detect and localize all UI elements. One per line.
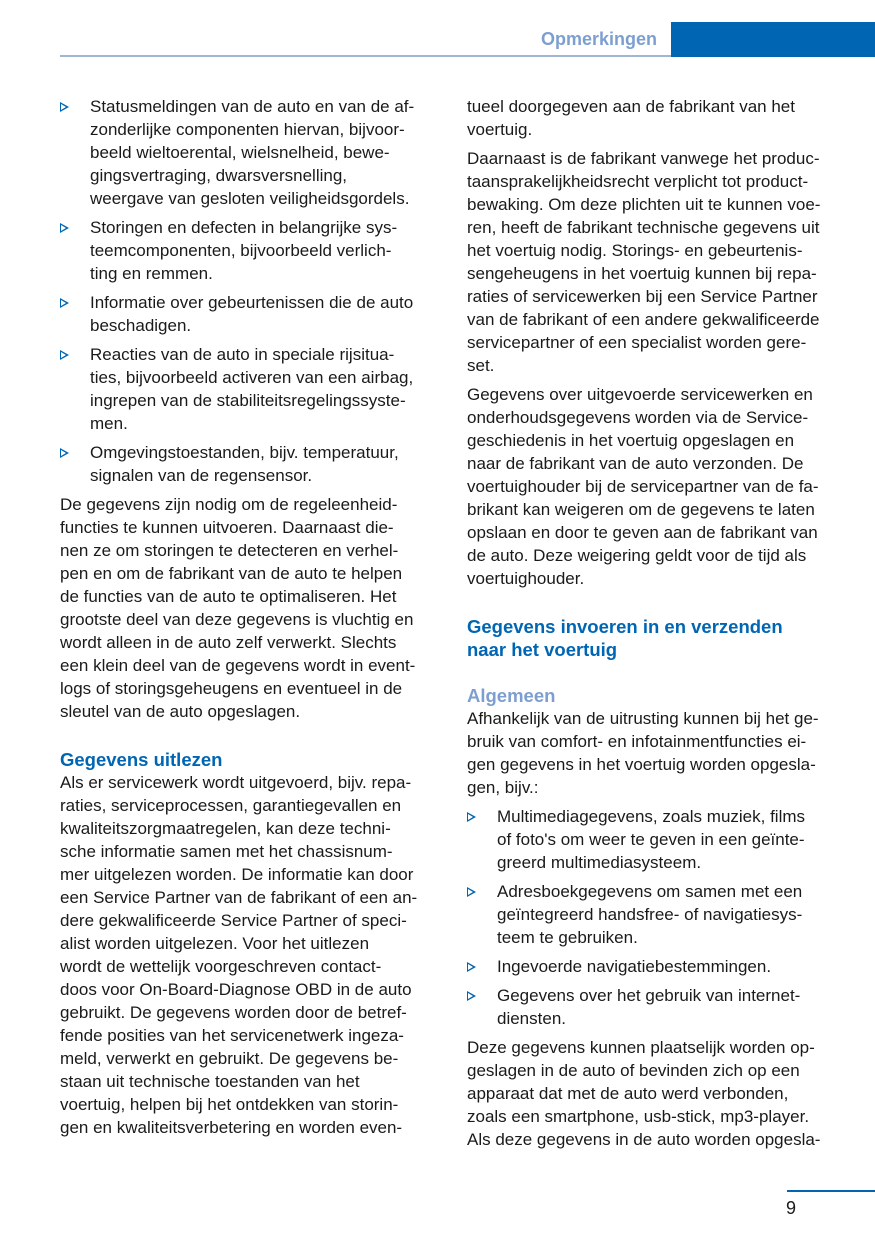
list-item	[60, 291, 440, 337]
bullet-triangle-icon	[60, 102, 69, 112]
header-color-block	[671, 22, 875, 57]
section-heading: Gegevens uitlezen	[60, 749, 223, 770]
list-item-text: Ingevoerde navigatiebestemmingen.	[497, 957, 772, 976]
bullet-triangle-icon	[467, 887, 476, 897]
left-column	[60, 95, 440, 1145]
paragraph: tueel doorgegeven aan de fabrikant van het voertuig.	[467, 97, 795, 139]
paragraph: Als er servicewerk wordt uitgevoerd, bijv. repa- raties, serviceprocessen, garantiegevallen en kwaliteitszorgmaatregelen, kan deze techni- sche informatie samen met het chassisnum- mer uitgelezen worden. De informatie kan door een Service Partner van de fabrikant of een an- dere gekwalificeerde Service Partner of speci- alist worden uitgelezen. Voor het uitlezen wordt de wettelijk voorgeschreven contact- doos voor On-Board-Diagnose OBD in de auto gebruikt. De gegevens worden door de betref- fende posities van het servicenetwerk ingeza- meld, verwerkt en gebruikt. De gegevens be- staan uit technische toestanden van het voertuig, helpen bij het ontdekken van storin- gen en kwaliteitsverbetering en worden even-	[60, 773, 418, 1137]
list-item-text: Informatie over gebeurtenissen die de auto beschadigen.	[90, 293, 414, 335]
paragraph: Deze gegevens kunnen plaatselijk worden op- geslagen in de auto of bevinden zich op een apparaat dat met de auto werd verbonden, zoals een smartphone, usb-stick, mp3-player. Als deze gegevens in de auto worden opgesla-	[467, 1038, 821, 1149]
bullet-triangle-icon	[60, 223, 69, 233]
subsection-heading: Algemeen	[467, 685, 556, 706]
footer-rule	[787, 1190, 875, 1192]
list-item	[467, 880, 857, 949]
list-item-text: Omgevingstoestanden, bijv. temperatuur, signalen van de regensensor.	[90, 443, 399, 485]
page-number: 9	[786, 1198, 797, 1218]
list-item-text: Storingen en defecten in belangrijke sys- teemcomponenten, bijvoorbeeld verlich- ting en remmen.	[90, 218, 398, 283]
section-title: Opmerkingen	[540, 29, 657, 49]
header-rule	[60, 55, 672, 57]
bullet-triangle-icon	[467, 991, 476, 1001]
list-item-text: Gegevens over het gebruik van internet- diensten.	[497, 986, 801, 1028]
bullet-triangle-icon	[60, 350, 69, 360]
list-item-text: Adresboekgegevens om samen met een geïntegreerd handsfree- of navigatiesys- teem te gebruiken.	[497, 882, 803, 947]
bullet-triangle-icon	[60, 448, 69, 458]
list-item-text: Multimediagegevens, zoals muziek, films of foto's om weer te geven in een geïnte- greerd multimediasysteem.	[497, 807, 806, 872]
list-item	[60, 95, 440, 210]
list-item	[60, 441, 440, 487]
list-item	[467, 984, 857, 1030]
list-item-text: Reacties van de auto in speciale rijsitua- ties, bijvoorbeeld activeren van een airbag, ingrepen van de stabiliteitsregelingssyste- men.	[90, 345, 414, 433]
list-item	[60, 216, 440, 285]
paragraph: De gegevens zijn nodig om de regeleenheid- functies te kunnen uitvoeren. Daarnaast die- nen ze om storingen te detecteren en verhel- pen en om de fabrikant van de auto te helpen de functies van de auto te optimaliseren. Het grootste deel van deze gegevens is vluchtig en wordt alleen in de auto zelf verwerkt. Slechts een klein deel van de gegevens wordt in event- logs of storingsgeheugens en eventueel in de sleutel van de auto opgeslagen.	[60, 495, 416, 721]
paragraph: Gegevens over uitgevoerde servicewerken en onderhoudsgegevens worden via de Service- geschiedenis in het voertuig opgeslagen en naar de fabrikant van de auto verzonden. De voertuighouder bij de servicepartner van de fa- brikant kan weigeren om de gegevens te laten opslaan en door te geven aan de fabrikant van de auto. Deze weigering geldt voor de tijd als voertuighouder.	[467, 385, 819, 588]
list-item-text: Statusmeldingen van de auto en van de af- zonderlijke componenten hiervan, bijvoor- beeld wieltoerental, wielsnelheid, bewe- gingsvertraging, dwarsversnelling, weergave van gesloten veiligheidsgordels.	[90, 97, 415, 208]
paragraph: Daarnaast is de fabrikant vanwege het produc- taansprakelijkheidsrecht verplicht tot product- bewaking. Om deze plichten uit te kunnen voe- ren, heeft de fabrikant technische gegevens uit het voertuig nodig. Storings- en gebeurtenis- sengeheugens in het voertuig kunnen bij repa- raties of servicewerken bij een Service Partner van de fabrikant of een andere gekwalificeerde servicepartner of een specialist worden gere- set.	[467, 149, 821, 375]
paragraph: Afhankelijk van de uitrusting kunnen bij het ge- bruik van comfort- en infotainmentfuncties ei- gen gegevens in het voertuig worden opgesla- gen, bijv.:	[467, 709, 819, 797]
bullet-triangle-icon	[60, 298, 69, 308]
list-item	[60, 343, 440, 435]
section-heading: Gegevens invoeren in en verzenden naar het voertuig	[467, 616, 783, 660]
bullet-triangle-icon	[467, 812, 476, 822]
right-column	[467, 95, 857, 1157]
list-item	[467, 805, 857, 874]
bullet-triangle-icon	[467, 962, 476, 972]
list-item	[467, 955, 857, 978]
